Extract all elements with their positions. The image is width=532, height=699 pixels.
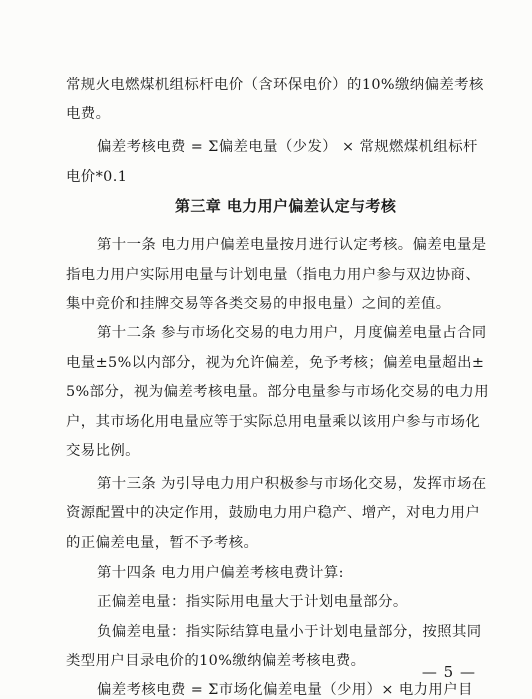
article-12-line-5: 交易比例。 [66, 443, 140, 459]
negative-deviation-line-2: 类型用户目录电价的10%缴纳偏差考核电费。 [66, 653, 366, 669]
article-11-line-3: 集中竞价和挂牌交易等各类交易的申报电量）之间的差值。 [66, 296, 451, 312]
article-14-line-1: 第十四条 电力用户偏差考核电费计算: [97, 565, 344, 581]
text-line-1: 常规火电燃煤机组标杆电价（含环保电价）的10%缴纳偏差考核 [66, 77, 484, 93]
article-11-line-1: 第十一条 电力用户偏差电量按月进行认定考核。偏差电量是 [97, 237, 487, 253]
chapter-heading: 第三章 电力用户偏差认定与考核 [175, 197, 397, 215]
page-number: — 5 — [421, 663, 476, 681]
article-13-line-2: 资源配置中的决定作用，鼓励电力用户稳产、增产，对电力用户 [66, 505, 481, 521]
negative-deviation-line-1: 负偏差电量：指实际结算电量小于计划电量部分，按照其同 [97, 624, 482, 640]
article-13-line-1: 第十三条 为引导电力用户积极参与市场化交易，发挥市场在 [97, 476, 487, 492]
formula-line-1: 偏差考核电费 = Σ偏差电量（少发） × 常规燃煤机组标杆 [97, 139, 478, 155]
formula-line-3: 偏差考核电费 = Σ市场化偏差电量（少用）× 电力用户目 [97, 682, 473, 698]
text-line-2: 电费。 [66, 106, 111, 122]
article-12-line-4: 户，其市场化用电量应等于实际总用电量乘以该用户参与市场化 [66, 414, 481, 430]
article-12-line-3: 5%部分，视为偏差考核电量。部分电量参与市场化交易的电力用 [66, 384, 489, 400]
formula-line-2: 电价*0.1 [66, 169, 128, 185]
article-12-line-2: 电量±5%以内部分，视为允许偏差，免予考核；偏差电量超出± [66, 355, 485, 371]
article-12-line-1: 第十二条 参与市场化交易的电力用户，月度偏差电量占合同 [97, 325, 487, 341]
positive-deviation-line: 正偏差电量：指实际用电量大于计划电量部分。 [97, 594, 408, 610]
article-13-line-3: 的正偏差电量，暂不予考核。 [66, 535, 259, 551]
article-11-line-2: 指电力用户实际用电量与计划电量（指电力用户参与双边协商、 [66, 267, 481, 283]
